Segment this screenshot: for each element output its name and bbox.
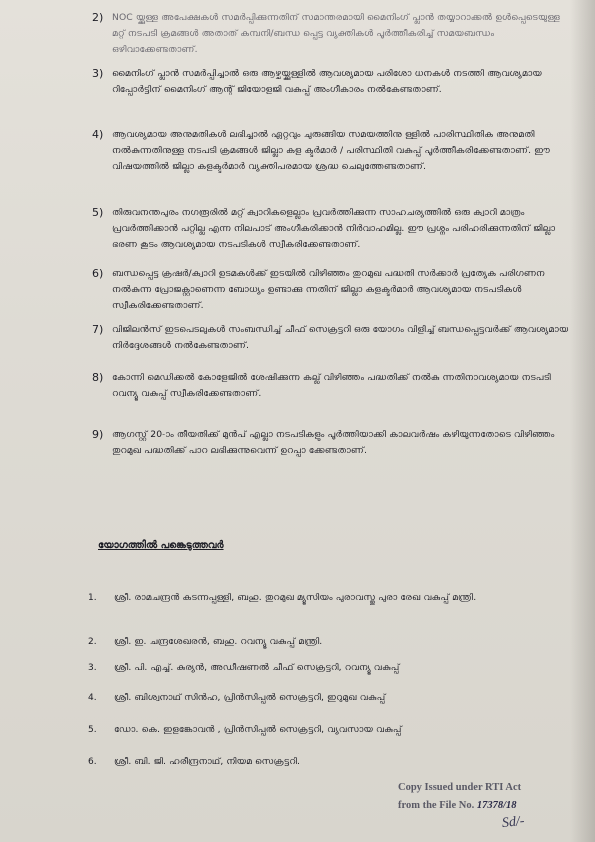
list-item (92, 10, 570, 58)
attendee-item (88, 722, 568, 738)
attendee-number: 6. (88, 757, 97, 767)
attendee-number: 3. (88, 663, 97, 673)
list-item (92, 266, 570, 314)
attendee-number: 1. (88, 593, 97, 603)
list-item (92, 322, 570, 354)
list-item (92, 127, 570, 175)
attendee-item (88, 754, 568, 770)
attendees-heading: യോഗത്തിൽ പങ്കെടുത്തവർ (98, 540, 224, 551)
item-text: ആവശ്യമായ അനുമതികൾ ലഭിച്ചാൽ ഏറ്റവും ചുരുങ്ങിയ സമയത്തിനു ള്ളിൽ പാരിസ്ഥിതിക അനുമതി നൽകുന്നതിനുള്ള നടപടി ക്രമങ്ങൾ ജില്ലാ കള ക്ടർമാർ / പരിസ്ഥിതി വകുപ്പ് പൂർത്തീകരിക്കേണ്ടതാണ്. ഈ വിഷയത്തിൽ ജില്ലാ കളക്ടർമാർ വ്യക്തിപരമായ ശ്രദ്ധ ചെലുത്തേണ്ടതാണ്. (112, 129, 551, 172)
item-text: NOC യ്ക്കുള്ള അപേക്ഷകൾ സമർപ്പിക്കുന്നതിന് സമാന്തരമായി മൈനിംഗ് പ്ലാൻ തയ്യാറാക്കൽ ഉൾപ്പെടെയുള്ള മറ്റ് നടപടി ക്രമങ്ങൾ അതാത് കമ്പനി/ബന്ധ പ്പെട്ട വ്യക്തികൾ പൂർത്തീകരിച്ച് സമയബന്ധം ഒഴിവാക്കേണ്ടതാണ്. (112, 12, 561, 55)
item-number: 5) (92, 206, 104, 219)
attendee-text: ഡോ. കെ. ഇളങ്കോവൻ , പ്രിൻസിപ്പൽ സെക്രട്ടറി, വ്യവസായ വകുപ്പ് (114, 724, 402, 735)
item-text: തിരുവനന്തപുരം നഗരൂരിൽ മറ്റ് ക്വാറികളെല്ലാം പ്രവർത്തിക്കുന്ന സാഹചര്യത്തിൽ ഒരു ക്വാറി മാത്രം പ്രവർത്തിക്കാൻ പറ്റില്ല എന്ന നിലപാട് അംഗീകരിക്കാൻ നിർവാഹമില്ല. ഈ പ്രശ്നം പരിഹരിക്കുന്നതിന് ജില്ലാ ഭരണ കൂടം ആവശ്യമായ നടപടികൾ സ്വീകരിക്കേണ്ടതാണ്. (112, 207, 556, 250)
item-text: കോന്നി മെഡിക്കൽ കോളേജിൽ ശേഷിക്കുന്ന കല്ല് വിഴിഞ്ഞം പദ്ധതിക്ക് നൽകു ന്നതിനാവശ്യമായ നടപടി റവന്യൂ വകുപ്പ് സ്വീകരിക്കേണ്ടതാണ്. (112, 372, 551, 399)
item-number: 8) (92, 371, 104, 384)
item-text: ആഗസ്റ്റ് 20-ാം തീയതിക്ക് മുൻപ് എല്ലാ നടപടികളും പൂർത്തിയാക്കി കാലവർഷം കഴിയുന്നതോടെ വിഴിഞ്ഞം തുറമുഖ പദ്ധതിക്ക് പാറ ലഭിക്കുന്നുവെന്ന് ഉറപ്പാ ക്കേണ്ടതാണ്. (112, 429, 555, 456)
rti-file-number: 17378/18 (476, 800, 517, 811)
item-number: 7) (92, 323, 104, 336)
attendee-item (88, 690, 568, 706)
list-item (92, 370, 570, 402)
item-number: 2) (92, 11, 104, 24)
item-text: മൈനിംഗ് പ്ലാൻ സമർപ്പിച്ചാൽ ഒരു ആഴ്ചയ്ക്കുള്ളിൽ ആവശ്യമായ പരിശോ ധനകൾ നടത്തി ആവശ്യമായ റിപ്പോർട്ടിന് മൈനിംഗ് ആന്റ് ജിയോളജി വകുപ്പ് അംഗീകാരം നൽകേണ്ടതാണ്. (112, 68, 542, 95)
list-item (92, 66, 570, 98)
item-number: 4) (92, 128, 104, 141)
attendee-number: 4. (88, 693, 97, 703)
attendee-text: ശ്രീ. ഇ. ചന്ദ്രശേഖരൻ, ബഹു. റവന്യൂ വകുപ്പ് മന്ത്രി. (114, 636, 323, 647)
item-number: 6) (92, 267, 104, 280)
attendee-item (88, 660, 568, 676)
rti-stamp-line-1: Copy Issued under RTI Act (398, 782, 522, 793)
attendee-text: ശ്രീ. രാമചന്ദ്രൻ കടന്നപ്പള്ളി, ബഹു. തുറമുഖ മ്യൂസിയം പുരാവസ്തു പുരാ രേഖ വകുപ്പ് മന്ത്രി. (114, 592, 477, 603)
list-item (92, 427, 570, 459)
item-text: ബന്ധപ്പെട്ട ക്രഷർ/ക്വാറി ഉടമകൾക്ക് ഇടയിൽ വിഴിഞ്ഞം തുറമുഖ പദ്ധതി സർക്കാർ പ്രത്യേക പരിഗണന നൽകുന്ന പ്രോജക്റ്റാണെന്ന ബോധ്യം ഉണ്ടാക്കു ന്നതിന് ജില്ലാ കളക്ടർമാർ ആവശ്യമായ നടപടികൾ സ്വീകരിക്കേണ്ടതാണ്. (112, 268, 545, 311)
attendee-text: ശ്രീ. പി. എച്ച്. കുര്യൻ, അഡീഷണൽ ചീഫ് സെക്രട്ടറി, റവന്യൂ വകുപ്പ് (114, 662, 400, 673)
rti-stamp-line-2 (398, 800, 517, 811)
attendee-item (88, 590, 568, 606)
page-edge-shadow (570, 0, 595, 842)
item-number: 9) (92, 428, 104, 441)
rti-stamp-label: from the File No. (398, 800, 475, 811)
signature: Sd/- (501, 813, 526, 832)
attendee-item (88, 634, 568, 650)
item-number: 3) (92, 67, 104, 80)
item-text: വിജിലൻസ് ഇടപെടലുകൾ സംബന്ധിച്ച് ചീഫ് സെക്രട്ടറി ഒരു യോഗം വിളിച്ച് ബന്ധപ്പെട്ടവർക്ക് ആവശ്യമായ നിർദ്ദേശങ്ങൾ നൽകേണ്ടതാണ്. (112, 324, 569, 351)
attendee-number: 2. (88, 637, 97, 647)
attendee-text: ശ്രീ. ബി. ജി. ഹരീന്ദ്രനാഥ്, നിയമ സെക്രട്ടറി. (114, 756, 301, 767)
list-item (92, 205, 570, 253)
attendee-text: ശ്രീ. ബിശ്വനാഥ് സിൻഹ, പ്രിൻസിപ്പൽ സെക്രട്ടറി, ഇറുമുഖ വകുപ്പ് (114, 692, 386, 703)
attendee-number: 5. (88, 725, 97, 735)
